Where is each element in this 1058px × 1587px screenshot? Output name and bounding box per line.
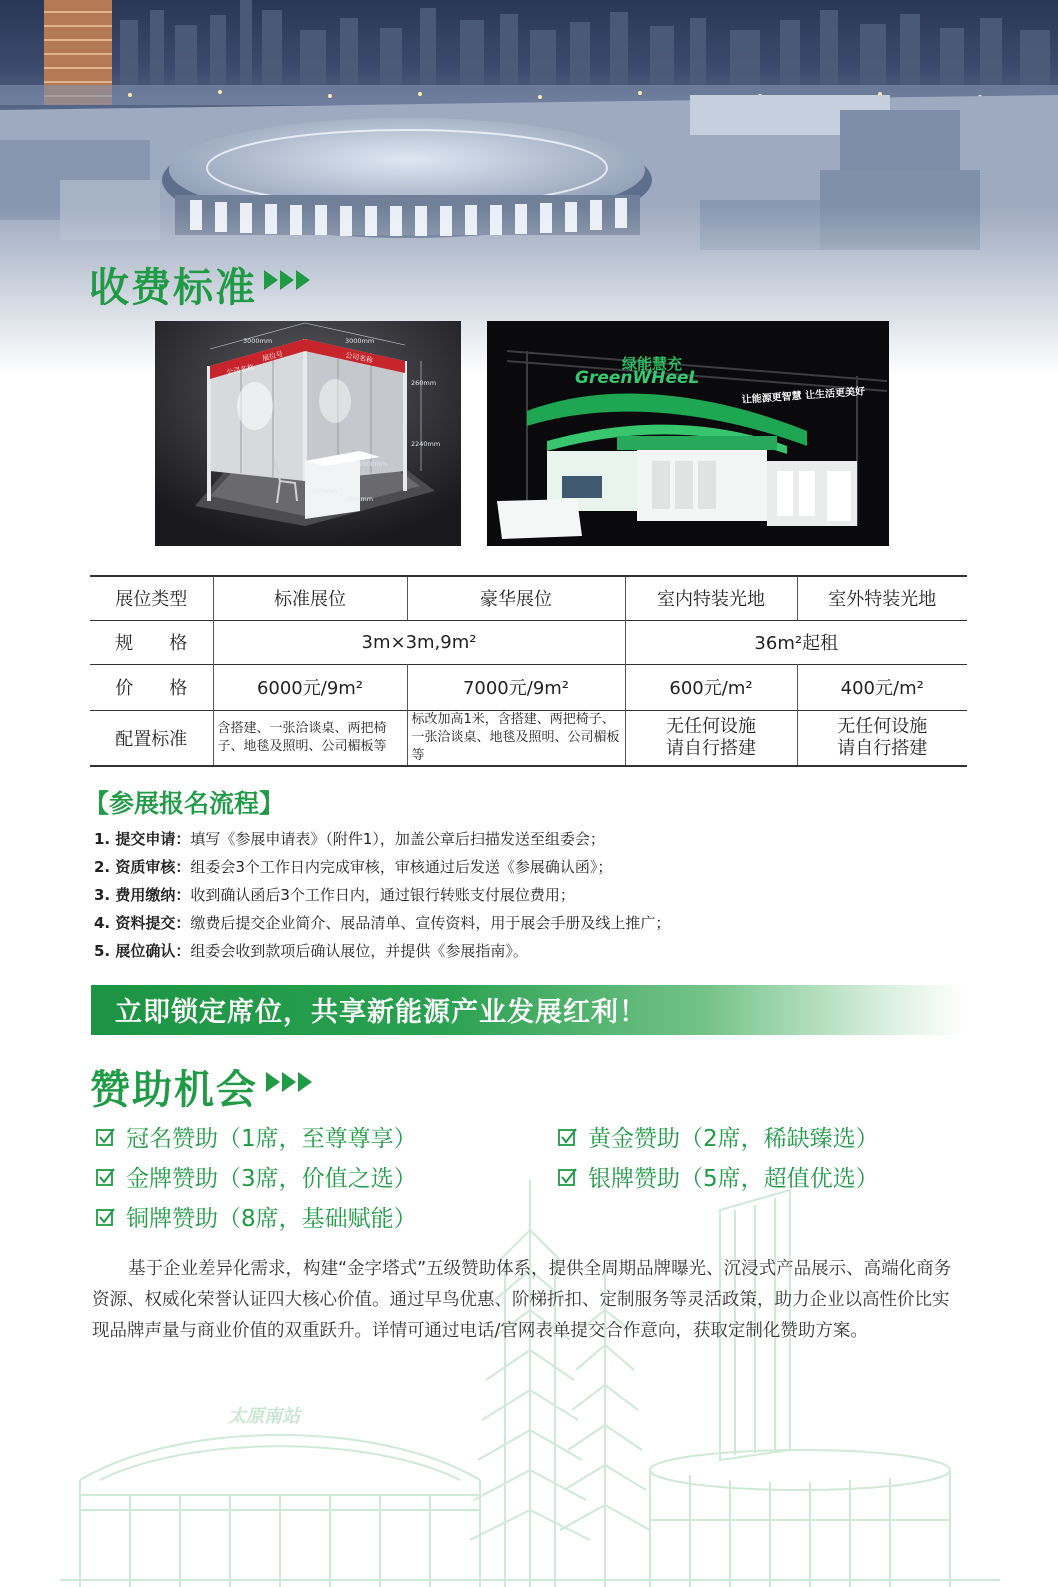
- title-arrows-icon: [266, 1072, 312, 1092]
- spec-raw: 36m²起租: [625, 620, 967, 664]
- step-label: 2. 资质审核：: [94, 858, 191, 876]
- sponsor-item: [96, 1120, 417, 1153]
- price-label: 价 格: [90, 664, 213, 710]
- checkbox-checked-icon: [96, 1167, 116, 1187]
- luxury-slogan: 让能源更智慧 让生活更美好: [741, 386, 866, 406]
- sponsor-item-label: 黄金赞助（2席，稀缺臻选）: [588, 1126, 879, 1152]
- fascia-right-label: 公司名称: [344, 351, 374, 365]
- table-row-price: [90, 664, 967, 710]
- fee-section-title: 收费标准: [89, 265, 257, 311]
- dim-top-left: 3000mm: [243, 337, 273, 345]
- title-arrows-icon: [264, 270, 310, 290]
- header-outdoor-raw: 室外特装光地: [797, 576, 967, 620]
- table-row-spec: [90, 620, 967, 664]
- config-indoor-line1: 无任何设施: [666, 715, 756, 737]
- luxury-booth-photo: [487, 321, 889, 546]
- checkbox-checked-icon: [96, 1127, 116, 1147]
- config-label: 配置标准: [90, 710, 213, 766]
- price-indoor: 600元/m²: [625, 664, 797, 710]
- dim-table-width: 1000mm: [358, 460, 388, 468]
- checkbox-checked-icon: [558, 1167, 578, 1187]
- process-step: [94, 853, 670, 881]
- header-booth-type: 展位类型: [90, 576, 213, 620]
- dim-table-height: 800mm: [348, 495, 374, 503]
- header-luxury: 豪华展位: [407, 576, 625, 620]
- fascia-left-label: 公司名称: [225, 363, 255, 377]
- promo-banner: [91, 985, 966, 1035]
- sponsor-item: [96, 1160, 417, 1193]
- sponsor-item: [558, 1160, 879, 1193]
- dim-table-depth: 500mm: [312, 487, 338, 495]
- sponsor-item-label: 铜牌赞助（8席，基础赋能）: [126, 1206, 417, 1232]
- step-text: 填写《参展申请表》（附件1），加盖公章后扫描发送至组委会；: [190, 830, 605, 848]
- standard-booth-photo: [155, 321, 461, 546]
- checkbox-checked-icon: [96, 1207, 116, 1227]
- config-indoor-line2: 请自行搭建: [666, 737, 756, 759]
- checkbox-checked-icon: [558, 1127, 578, 1147]
- sponsor-item-label: 冠名赞助（1席，至尊尊享）: [126, 1126, 417, 1152]
- spec-label: 规 格: [90, 620, 213, 664]
- dim-top-right: 3000mm: [345, 337, 375, 345]
- sponsor-item-label: 金牌赞助（3席，价值之选）: [126, 1166, 417, 1192]
- spec-standard: 3m×3m,9m²: [213, 620, 625, 664]
- promo-banner-text: 立即锁定席位，共享新能源产业发展红利！: [115, 997, 647, 1028]
- dim-height: 2240mm: [411, 440, 441, 448]
- table-header-row: [90, 576, 967, 620]
- process-steps-list: [94, 825, 670, 965]
- process-step: [94, 937, 670, 965]
- process-step: [94, 909, 670, 937]
- price-outdoor: 400元/m²: [797, 664, 967, 710]
- step-text: 缴费后提交企业简介、展品清单、宣传资料，用于展会手册及线上推广；: [190, 914, 671, 932]
- sponsor-item: [558, 1120, 879, 1153]
- luxury-brand-cn: 绿能慧充: [622, 355, 683, 373]
- station-sign-text: 太原南站: [228, 1406, 300, 1427]
- header-indoor-raw: 室内特装光地: [625, 576, 797, 620]
- config-luxury: 标改加高1米，含搭建、两把椅子、一张洽谈桌、地毯及照明、公司楣板等: [407, 710, 625, 766]
- hero-background-image: [0, 0, 1058, 375]
- table-row-config: [90, 710, 967, 766]
- sponsor-item: [96, 1200, 417, 1233]
- process-title: 【参展报名流程】: [84, 789, 285, 818]
- dim-fascia: 260mm: [411, 379, 437, 387]
- sponsor-item-label: 银牌赞助（5席，超值优选）: [588, 1166, 879, 1192]
- price-table: [90, 575, 967, 767]
- process-step: [94, 825, 670, 853]
- city-skyline-illustration: [0, 0, 1058, 375]
- sponsor-description: 基于企业差异化需求，构建“金字塔式”五级赞助体系，提供全周期品牌曝光、沉浸式产品展示、高端化商务资源、权威化荣誉认证四大核心价值。通过早鸟优惠、阶梯折扣、定制服务等灵活政策，助力企业以高性价比实现品牌声量与商业价值的双重跃升。详情可通过电话/官网表单提交合作意向，获取定制化赞助方案。: [92, 1259, 952, 1341]
- fascia-mid-label: 展位号: [261, 350, 284, 363]
- price-standard: 6000元/9m²: [213, 664, 407, 710]
- price-luxury: 7000元/9m²: [407, 664, 625, 710]
- step-text: 组委会收到款项后确认展位，并提供《参展指南》。: [190, 942, 528, 960]
- step-text: 组委会3个工作日内完成审核，审核通过后发送《参展确认函》；: [190, 858, 613, 876]
- step-label: 1. 提交申请：: [94, 830, 191, 848]
- sponsor-section-title: 赞助机会: [90, 1067, 258, 1113]
- step-text: 收到确认函后3个工作日内，通过银行转账支付展位费用；: [190, 886, 575, 904]
- process-step: [94, 881, 670, 909]
- step-label: 3. 费用缴纳：: [94, 886, 191, 904]
- step-label: 4. 资料提交：: [94, 914, 191, 932]
- config-standard: 含搭建、一张洽谈桌、两把椅子、地毯及照明、公司楣板等: [213, 710, 407, 766]
- config-indoor: [625, 710, 797, 766]
- luxury-brand-en: GreenWHeeL: [575, 368, 700, 388]
- header-standard: 标准展位: [213, 576, 407, 620]
- config-outdoor: [797, 710, 967, 766]
- config-outdoor-line1: 无任何设施: [837, 715, 928, 737]
- config-outdoor-line2: 请自行搭建: [837, 737, 928, 759]
- step-label: 5. 展位确认：: [94, 942, 191, 960]
